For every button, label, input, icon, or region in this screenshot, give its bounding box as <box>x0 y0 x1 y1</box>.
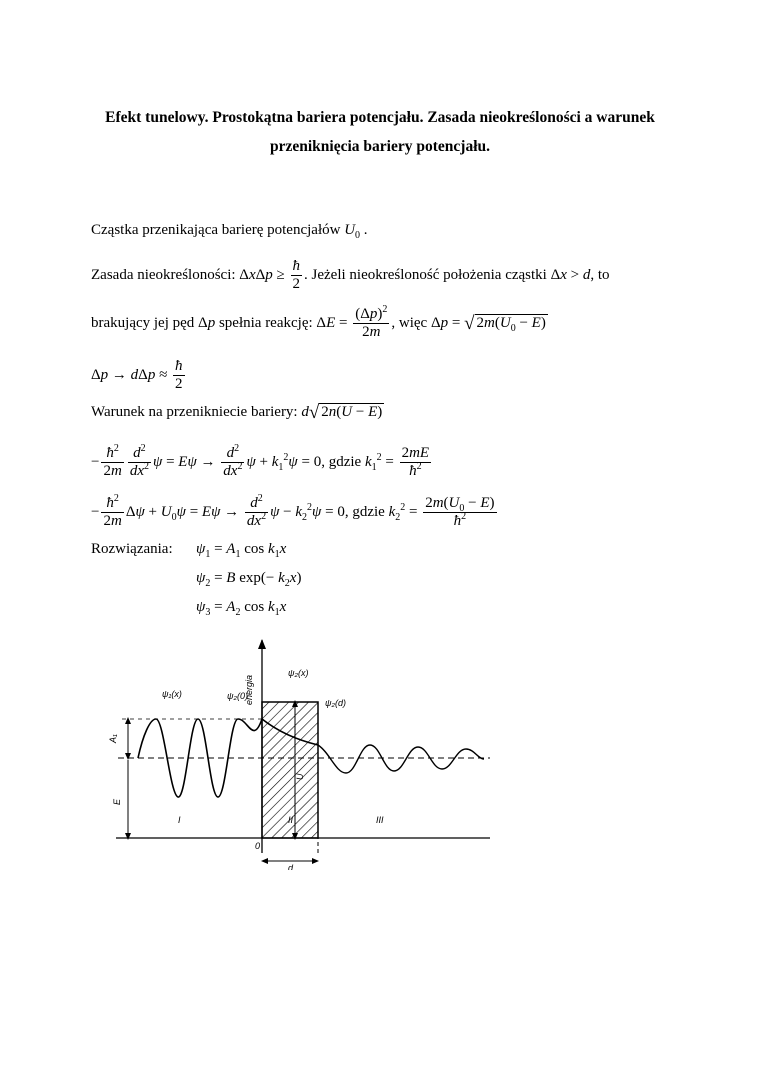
label-U: U <box>295 773 305 780</box>
paragraph-line-4: Δp → dΔp ≈ $\frac{ħ}{2}$ <box>91 358 183 392</box>
equation-schrodinger-2: − $\frac{ħ^2}{2m}$ $\Delta\psi + U_0\psi = E\psi$ → $\frac{d^2}{dx^2}$ $\psi - k_2^2\psi = 0$, gdzie $k_2^2$ = $\frac{2m(U_0 - E)}{ħ^2}$ <box>91 493 495 529</box>
energy-axis-label: energia <box>244 674 254 705</box>
solutions-label: Rozwiązania: <box>91 541 173 557</box>
label-psi2: ψ₂(x) <box>288 668 309 678</box>
wave-region-3 <box>318 745 484 773</box>
solution-psi2: $\psi_2 = B$ $\exp(- k_2x)$ <box>196 570 302 589</box>
title-line-2: przeniknięcia bariery potencjału. <box>270 138 490 155</box>
label-A1: A₁ <box>108 734 118 743</box>
label-E: E <box>112 798 122 805</box>
equation-schrodinger-1: − $\frac{ħ^2}{2m}$ $\frac{d^2}{dx^2}$ ψ = Eψ → $\frac{d^2}{dx^2}$ $\psi + k_1^2\psi = 0$, gdzie $k_1^2$ = $\frac{2mE}{ħ^2}$ <box>91 443 430 479</box>
label-region-1: I <box>178 815 181 825</box>
label-d: d <box>288 863 294 870</box>
solution-psi3: $\psi_3 = A_2$ $\cos k_1x$ <box>196 599 287 618</box>
label-region-3: III <box>376 815 384 825</box>
paragraph-line-2: Zasada nieokreśloności: ΔxΔp ≥ $\frac{ħ}{2}$ . Jeżeli nieokreśloność położenia cząstki Δx > d, to <box>91 258 610 292</box>
label-psi2-0: ψ₂(0) <box>227 691 248 701</box>
label-psi2-d: ψ₂(d) <box>325 698 346 708</box>
paragraph-line-3: brakujący jej pęd Δp spełnia reakcję: ΔE = $\frac{(\Delta p)^2}{2m}$ , więc Δp = √ $2m(U_0 - E)$ <box>91 304 546 340</box>
title-line-1: Efekt tunelowy. Prostokątna bariera potencjału. Zasada nieokreśloności a warunek <box>105 109 655 126</box>
tunnel-effect-figure <box>98 635 498 870</box>
label-zero: 0 <box>255 841 261 851</box>
label-psi1: ψ₁(x) <box>162 689 182 699</box>
document-title <box>60 103 700 161</box>
solution-psi1: $\psi_1 = A_1$ $\cos k_1x$ <box>196 541 287 560</box>
paragraph-line-5: Warunek na przenikniecie bariery: d√ 2n(U − E) <box>91 402 383 423</box>
label-region-2: II <box>288 815 294 825</box>
paragraph-line-1: Cząstka przenikająca barierę potencjałów $U_0$ . <box>91 222 368 241</box>
